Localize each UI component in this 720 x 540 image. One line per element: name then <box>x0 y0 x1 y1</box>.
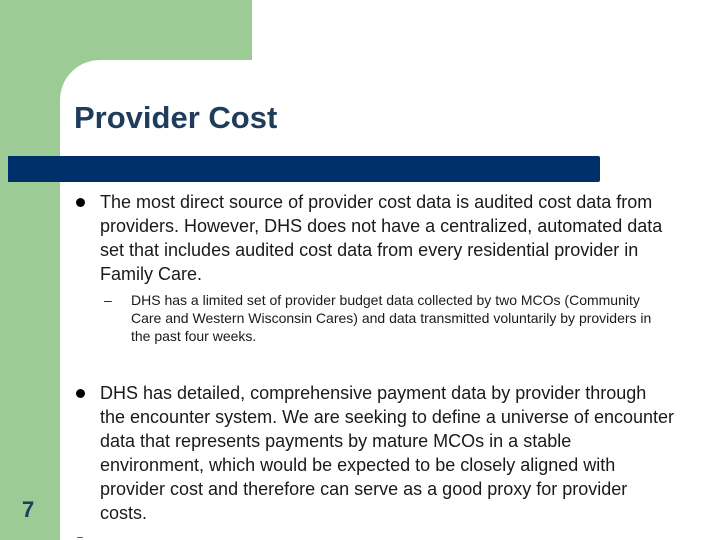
sub-bullet-text: DHS has a limited set of provider budget data collected by two MCOs (Community Care and Western Wisconsin Cares) and data transmitted voluntarily by providers in the past four weeks. <box>131 292 652 344</box>
sub-bullet-marker: – <box>104 292 112 308</box>
bullet-text-2: DHS has detailed, comprehensive payment data by provider through the encounter system. We are seeking to define a universe of encounter data that represents payments by mature MCOs in a stable environment, which would be expected to be closely aligned with provider cost and therefore can serve as a good proxy for provider costs. <box>100 383 675 523</box>
bullet-text-1: The most direct source of provider cost data is audited cost data from providers. However, DHS does not have a centralized, automated data set that includes audited cost data from every residential provider in Family Care. <box>100 192 663 284</box>
slide-title: Provider Cost <box>74 100 278 135</box>
stray-mark <box>77 537 83 538</box>
title-rule <box>8 156 600 182</box>
bullet-marker <box>76 389 85 398</box>
page-number: 7 <box>22 497 35 522</box>
bullet-marker <box>76 198 85 207</box>
